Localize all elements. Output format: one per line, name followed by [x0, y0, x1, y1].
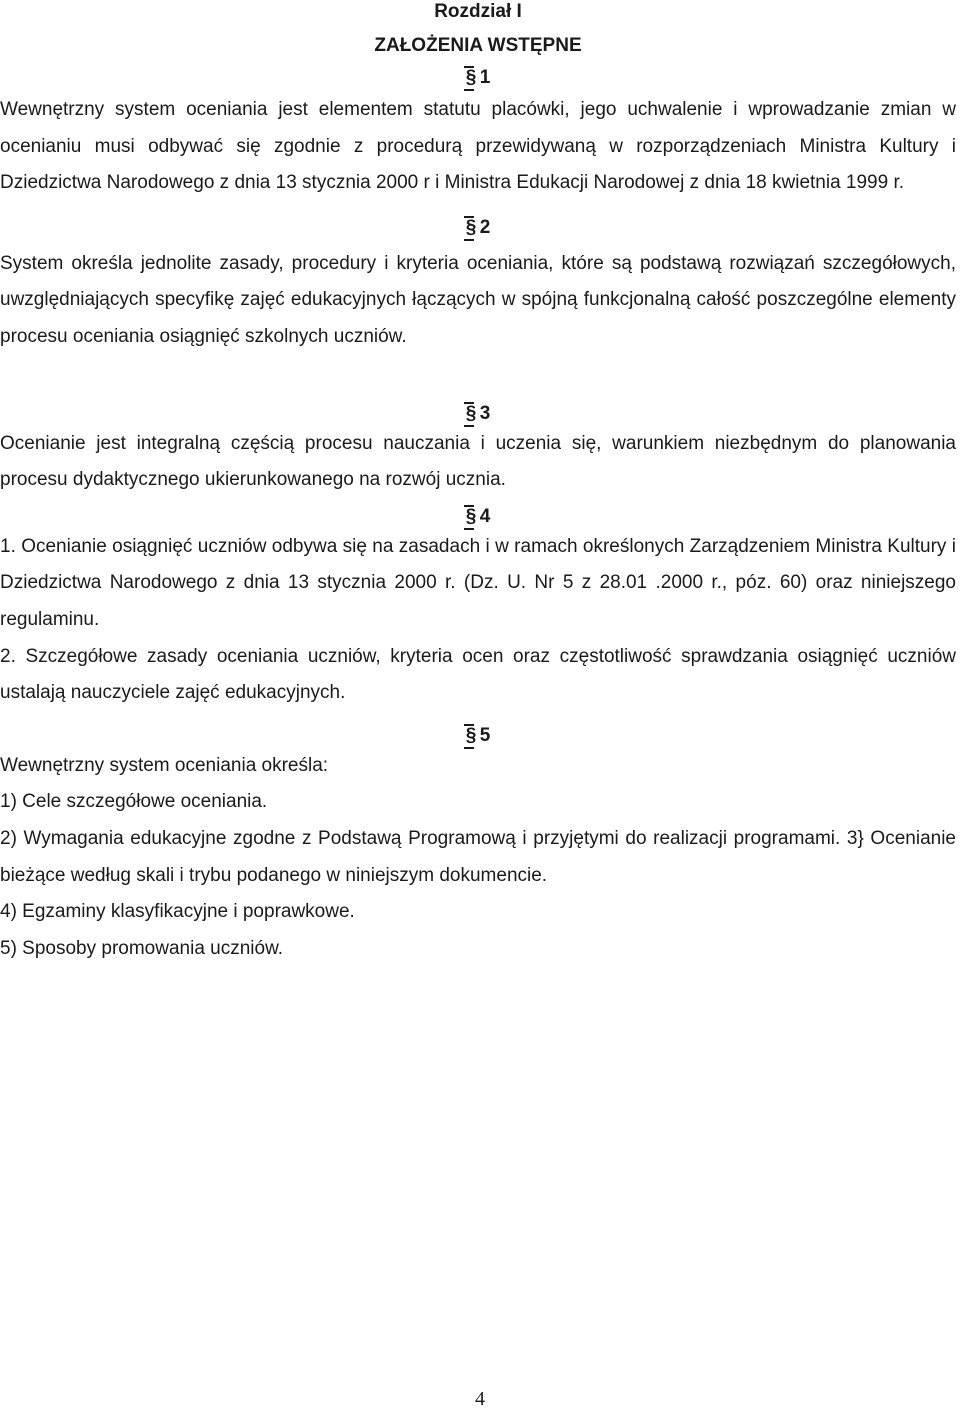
- section-sign-icon: §: [465, 216, 477, 238]
- section-4-item-2: 2. Szczegółowe zasady oceniania uczniów, kryteria ocen oraz częstotliwość sprawdzania osiągnięć uczniów ustalają nauczyciele zajęć edukacyjnych.: [0, 645, 956, 704]
- section-number: 2: [479, 216, 491, 238]
- section-5-item-1: 1) Cele szczegółowe oceniania.: [0, 791, 268, 813]
- section-5-item-4: 4) Egzaminy klasyfikacyjne i poprawkowe.: [0, 901, 355, 923]
- section-5-intro: Wewnętrzny system oceniania określa:: [0, 754, 329, 776]
- chapter-heading: Rozdział I: [434, 1, 522, 22]
- section-sign-icon: §: [465, 724, 477, 746]
- section-4-item-1: 1. Ocenianie osiągnięć uczniów odbywa się na zasadach i w ramach określonych Zarządzeniem Ministra Kultury i Dziedzictwa Narodowego z dnia 13 stycznia 2000 r. (Dz. U. Nr 5 z 28.01 .2000 r., póz. 60) oraz niniejszego regulaminu.: [0, 535, 956, 630]
- section-5-item-5: 5) Sposoby promowania uczniów.: [0, 937, 284, 959]
- chapter-title: ZAŁOŻENIA WSTĘPNE: [374, 35, 582, 56]
- section-number: 4: [479, 505, 491, 527]
- section-3-paragraph: Ocenianie jest integralną częścią procesu nauczania i uczenia się, warunkiem niezbędnym do planowania procesu dydaktycznego ukierunkowanego na rozwój ucznia.: [0, 432, 956, 491]
- section-number: 3: [479, 402, 491, 424]
- section-1-paragraph: Wewnętrzny system oceniania jest elementem statutu placówki, jego uchwalenie i wprowadzanie zmian w ocenianiu musi odbywać się zgodnie z procedurą przewidywaną w rozporządzeniach Ministra Kultury i Dziedzictwa Narodowego z dnia 13 stycznia 2000 r i Ministra Edukacji Narodowej z dnia 18 kwietnia 1999 r.: [0, 99, 956, 194]
- section-sign-icon: §: [465, 505, 477, 527]
- section-number: 5: [479, 724, 491, 746]
- section-sign-icon: §: [465, 402, 477, 424]
- page-number: 4: [475, 1388, 485, 1410]
- section-5-item-2: 2) Wymagania edukacyjne zgodne z Podstawą Programową i przyjętymi do realizacji programami. 3} Ocenianie bieżące według skali i trybu podanego w niniejszym dokumencie.: [0, 827, 956, 886]
- section-sign-icon: §: [465, 67, 477, 88]
- section-4-heading: [0, 505, 956, 529]
- section-5-heading: [0, 724, 956, 748]
- section-3-heading: [0, 402, 956, 426]
- section-1-heading: [0, 66, 956, 90]
- section-2-paragraph: System określa jednolite zasady, procedury i kryteria oceniania, które są podstawą rozwiązań szczegółowych, uwzględniających specyfikę zajęć edukacyjnych łączących w spójną funkcjonalną całość poszczególne elementy procesu oceniania osiągnięć szkolnych uczniów.: [0, 252, 956, 347]
- section-2-heading: [0, 216, 956, 240]
- section-number: 1: [479, 67, 491, 88]
